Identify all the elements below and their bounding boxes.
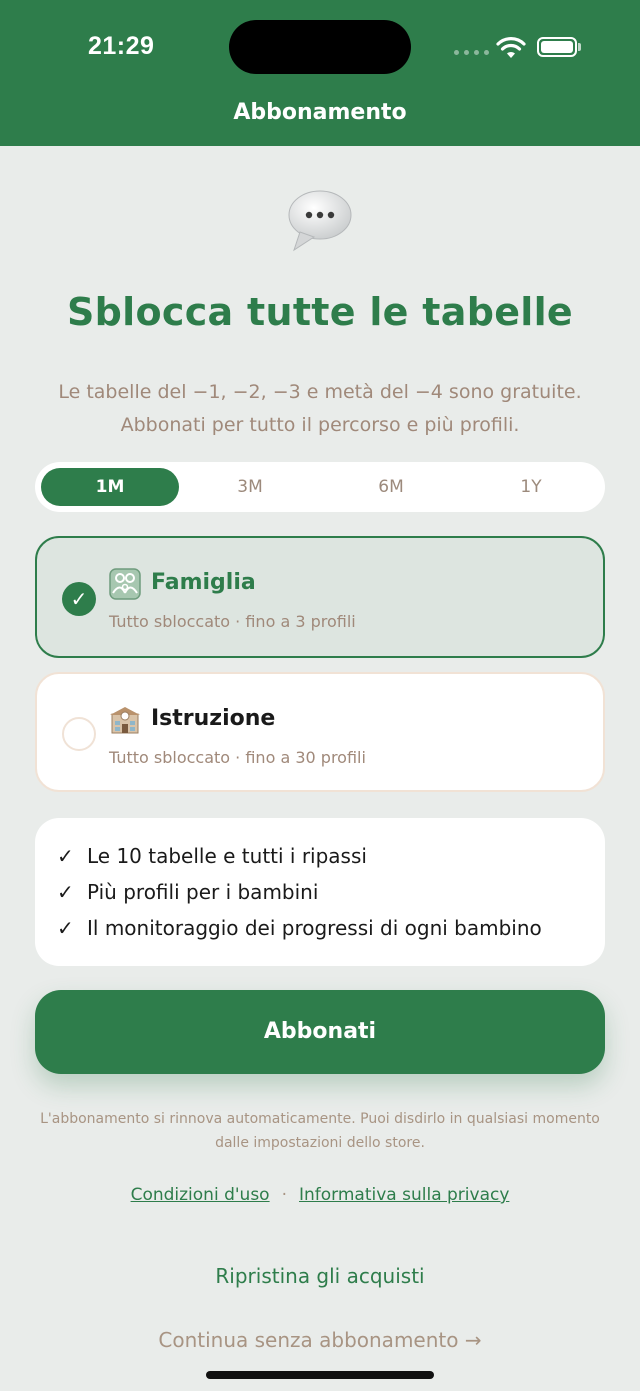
plan-name: Famiglia: [151, 570, 256, 595]
billing-period-selector: [35, 462, 605, 512]
period-tab-3m[interactable]: 3M: [237, 477, 263, 497]
link-separator: ·: [281, 1185, 287, 1205]
battery-tip: [578, 43, 581, 51]
feature-text: Più profili per i bambini: [87, 880, 319, 904]
hero-subtitle-line-1: Le tabelle del −1, −2, −3 e metà del −4 sono gratuite.: [58, 381, 582, 403]
feature-item: [57, 842, 605, 878]
plan-card-istruzione[interactable]: [35, 672, 605, 792]
cellular-signal-icon: [454, 50, 489, 55]
hero-title: Sblocca tutte le tabelle: [66, 290, 573, 334]
subscribe-button[interactable]: Abbonati: [35, 990, 605, 1074]
legal-links: [0, 1185, 640, 1205]
dynamic-island: [229, 20, 411, 74]
period-tab-6m[interactable]: 6M: [378, 477, 404, 497]
wifi-icon: [496, 36, 526, 60]
plan-name: Istruzione: [151, 706, 276, 731]
check-icon: ✓: [57, 844, 74, 868]
speech-bubble-icon: [286, 188, 354, 252]
app-header: [0, 0, 640, 146]
renewal-notice: [30, 1107, 610, 1155]
renewal-notice-line-2: dalle impostazioni dello store.: [215, 1135, 425, 1151]
home-indicator[interactable]: [206, 1371, 434, 1379]
period-tab-1m[interactable]: 1M: [41, 468, 179, 506]
plan-description: Tutto sbloccato · fino a 30 profili: [109, 748, 366, 767]
page-title: Abbonamento: [233, 100, 407, 125]
restore-purchases-button[interactable]: Ripristina gli acquisti: [215, 1264, 425, 1288]
plan-card-famiglia[interactable]: [35, 536, 605, 658]
plan-radio-unselected[interactable]: [62, 717, 96, 751]
feature-item: [57, 878, 605, 914]
renewal-notice-line-1: L'abbonamento si rinnova automaticamente. Puoi disdirlo in qualsiasi momento: [40, 1111, 600, 1127]
school-icon: [109, 704, 141, 736]
feature-text: Il monitoraggio dei progressi di ogni bambino: [87, 916, 542, 940]
terms-link[interactable]: Condizioni d'uso: [130, 1185, 270, 1205]
hero-subtitle: [40, 376, 600, 442]
privacy-link[interactable]: Informativa sulla privacy: [299, 1185, 510, 1205]
check-icon: ✓: [57, 880, 74, 904]
status-time: 21:29: [88, 32, 155, 60]
family-icon: [109, 568, 141, 600]
check-icon: ✓: [57, 916, 74, 940]
continue-without-subscription-button[interactable]: Continua senza abbonamento →: [158, 1328, 482, 1352]
battery-icon: [537, 37, 577, 57]
plan-description: Tutto sbloccato · fino a 3 profili: [109, 612, 356, 631]
feature-item: [57, 914, 605, 950]
feature-text: Le 10 tabelle e tutti i ripassi: [87, 844, 367, 868]
hero-subtitle-line-2: Abbonati per tutto il percorso e più profili.: [120, 414, 520, 436]
period-tab-1y[interactable]: 1Y: [520, 477, 542, 497]
features-list: [35, 818, 605, 966]
plan-radio-selected[interactable]: ✓: [62, 582, 96, 616]
